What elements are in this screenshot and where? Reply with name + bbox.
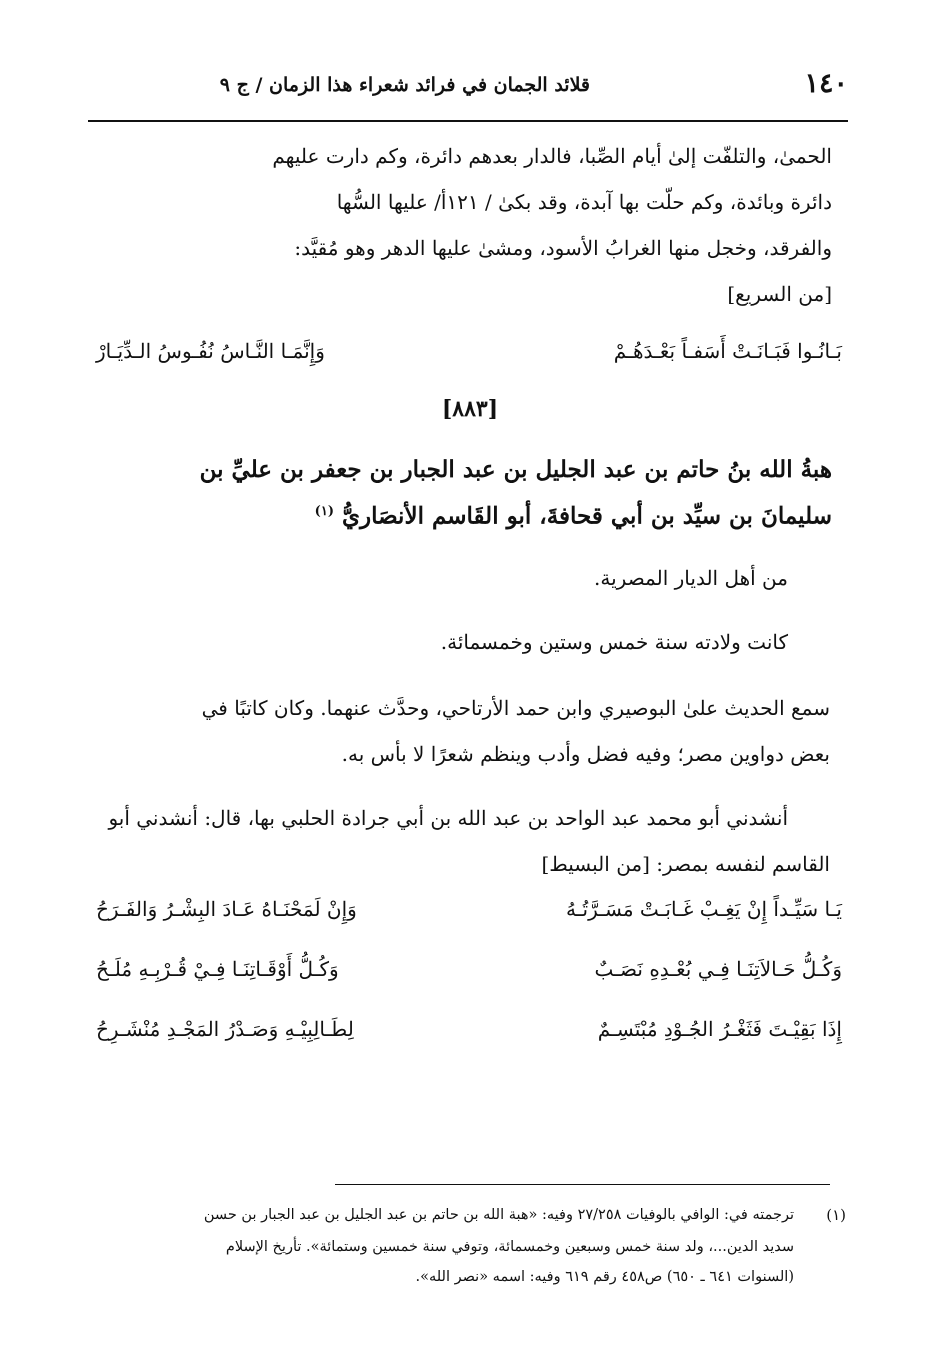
page-number: ١٤٠ [804, 68, 848, 99]
meter-label: [من السريع] [727, 282, 832, 306]
entry-number: [٨٨٣] [441, 396, 499, 422]
biography-title-line-1: هبةُ الله بنُ حاتم بن عبد الجليل بن عبد الجبار بن جعفر بن عليِّ بن [199, 456, 832, 483]
continuation-line-1: الحمىٰ، والتلفّت إلىٰ أيام الصِّبا، فالدار بعدهم دائرة، وكم دارت عليهم [272, 144, 832, 168]
footnote-divider [335, 1184, 830, 1185]
biography-title-text: سليمانَ بن سيِّد بن أبي قحافةَ، أبو القَاسم الأنصَاريُّ [341, 502, 832, 530]
running-title: قلائد الجمان في فرائد شعراء هذا الزمان / ج ٩ [219, 74, 590, 96]
origin-line: من أهل الديار المصرية. [594, 566, 788, 590]
poem-verse-1-second: وَإِنْ لَمَحْنَـاهُ عَـادَ البِشْـرُ وَالفَـرَحُ [96, 897, 357, 921]
poem-verse-1-first: يَـا سَيِّـداً إِنْ يَغِـبْ غَـابَـتْ مَسَـرَّتُـهُ [565, 897, 842, 921]
continuation-line-3: والفرقد، وخجل منها الغرابُ الأسود، ومشىٰ عليها الدهر وهو مُقيَّد: [294, 236, 832, 260]
recital-line-2: القاسم لنفسه بمصر: [من البسيط] [541, 852, 830, 876]
footnote-line-3: (السنوات ٦٤١ ـ ٦٥٠) ص٤٥٨ رقم ٦١٩ وفيه: اسمه «نصر الله». [415, 1269, 794, 1285]
poem-verse-2-first: وَكُـلُّ حَـالاَتِنَـا فِـي بُعْـدِهِ نَصَـبٌ [594, 957, 842, 981]
recital-line-1: أنشدني أبو محمد عبد الواحد بن عبد الله بن أبي جرادة الحلبي بها، قال: أنشدني أبو [108, 806, 788, 830]
footnote-marker: (١) [826, 1206, 846, 1224]
footnote-line-2: سديد الدين...، ولد سنة خمس وسبعين وخمسمائة، وتوفي سنة خمسين وستمائة». تأريخ الإسلام [225, 1239, 794, 1255]
header-divider [88, 120, 848, 122]
footnote-reference[interactable]: (١) [314, 504, 334, 519]
verse-first-hemistich: بَـانُـوا فَبَـانَـتْ أَسَفـاً بَعْـدَهُـمْ [613, 339, 842, 363]
continuation-line-2: دائرة وبائدة، وكم حلّت بها آبدة، وقد بكىٰ / ١٢١أ/ عليها السُّها [336, 190, 832, 214]
biography-title-line-2 [315, 494, 832, 535]
footnote-line-1: ترجمته في: الوافي بالوفيات ٢٧/٢٥٨ وفيه: «هبة الله بن حاتم بن عبد الجليل بن عبد الجبار بن حسن [203, 1207, 794, 1223]
poem-verse-3-second: لِطَـالِبِيْـهِ وَصَـدْرُ المَجْـدِ مُنْشَـرِحُ [96, 1017, 354, 1041]
hadith-line-1: سمع الحديث علىٰ البوصيري وابن حمد الأرتاحي، وحدَّث عنهما. وكان كاتبًا في [201, 696, 830, 720]
poem-verse-2-second: وَكُـلُّ أَوْقَـاتِنَـا فِـيْ قُـرْبِـهِ مُلَـحُ [96, 957, 339, 981]
verse-second-hemistich: وَإِنَّمَـا النَّـاسُ نُفُـوسُ الـدِّيَـارْ [96, 339, 325, 363]
poem-verse-3-first: إِذَا بَقِيْـتَ فَثَغْـرُ الجُـوْدِ مُبْتَسِـمٌ [597, 1017, 842, 1041]
birth-line: كانت ولادته سنة خمس وستين وخمسمائة. [440, 630, 788, 654]
hadith-line-2: بعض دواوين مصر؛ وفيه فضل وأدب وينظم شعرًا لا بأس به. [341, 742, 830, 766]
page-header [88, 64, 848, 108]
